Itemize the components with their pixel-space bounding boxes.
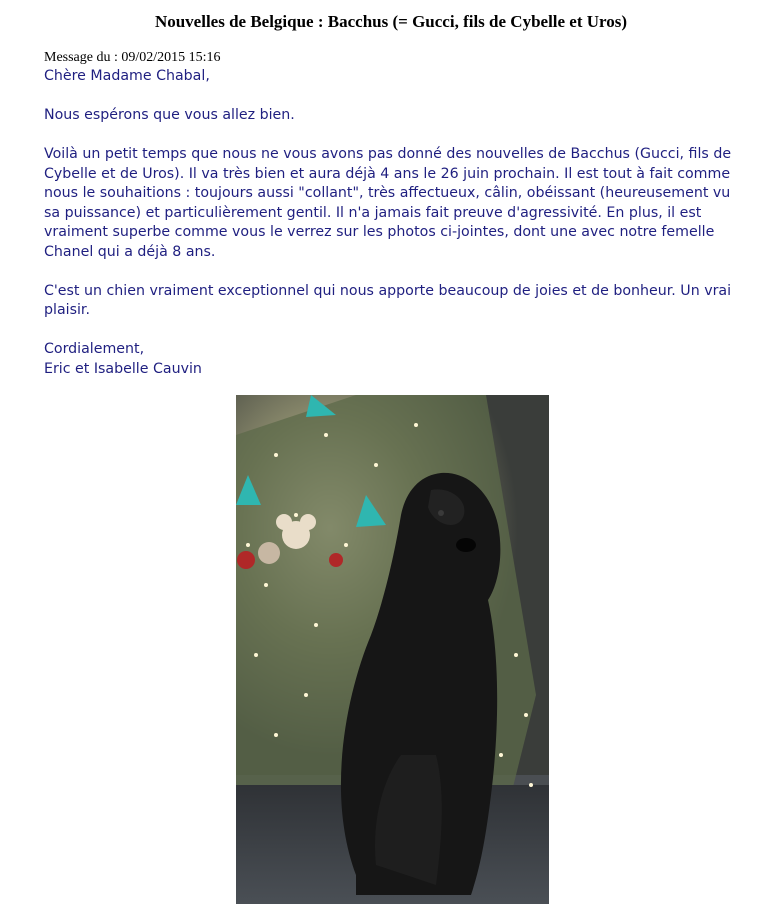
message-greeting: Chère Madame Chabal, xyxy=(44,68,210,84)
message-paragraph-2: Voilà un petit temps que nous ne vous avons pas donné des nouvelles de Bacchus (Gucci, fils de Cybelle et de Uros). Il va très bien et aura déjà 4 ans le 26 juin prochain. Il est tout à fait comme nous le souhaitions : toujours aussi "collant", très affectueux, câlin, obéissant (heureusement vu sa puissance) et particulièrement gentil. Il n'a jamais fait preuve d'agressivité. En plus, il est vraiment superbe comme vous le verrez sur les photos ci-jointes, dont une avec notre femelle Chanel qui a déjà 8 ans. xyxy=(44,146,732,260)
dog-photo xyxy=(236,395,549,904)
page-title: Nouvelles de Belgique : Bacchus (= Gucci, fils de Cybelle et Uros) xyxy=(154,12,628,31)
message-paragraph-3: C'est un chien vraiment exceptionnel qui nous apporte beaucoup de joies et de bonheur. Un vrai plaisir. xyxy=(44,282,732,318)
closing-line: Cordialement, xyxy=(44,341,145,357)
signature: Eric et Isabelle Cauvin xyxy=(44,360,202,377)
message-paragraph-1: Nous espérons que vous allez bien. xyxy=(44,107,295,123)
message-closing xyxy=(44,340,744,379)
message-meta xyxy=(44,50,221,66)
message-body xyxy=(44,67,744,379)
message-date-label: Message du : xyxy=(44,50,118,65)
message-date: 09/02/2015 15:16 xyxy=(121,50,221,65)
